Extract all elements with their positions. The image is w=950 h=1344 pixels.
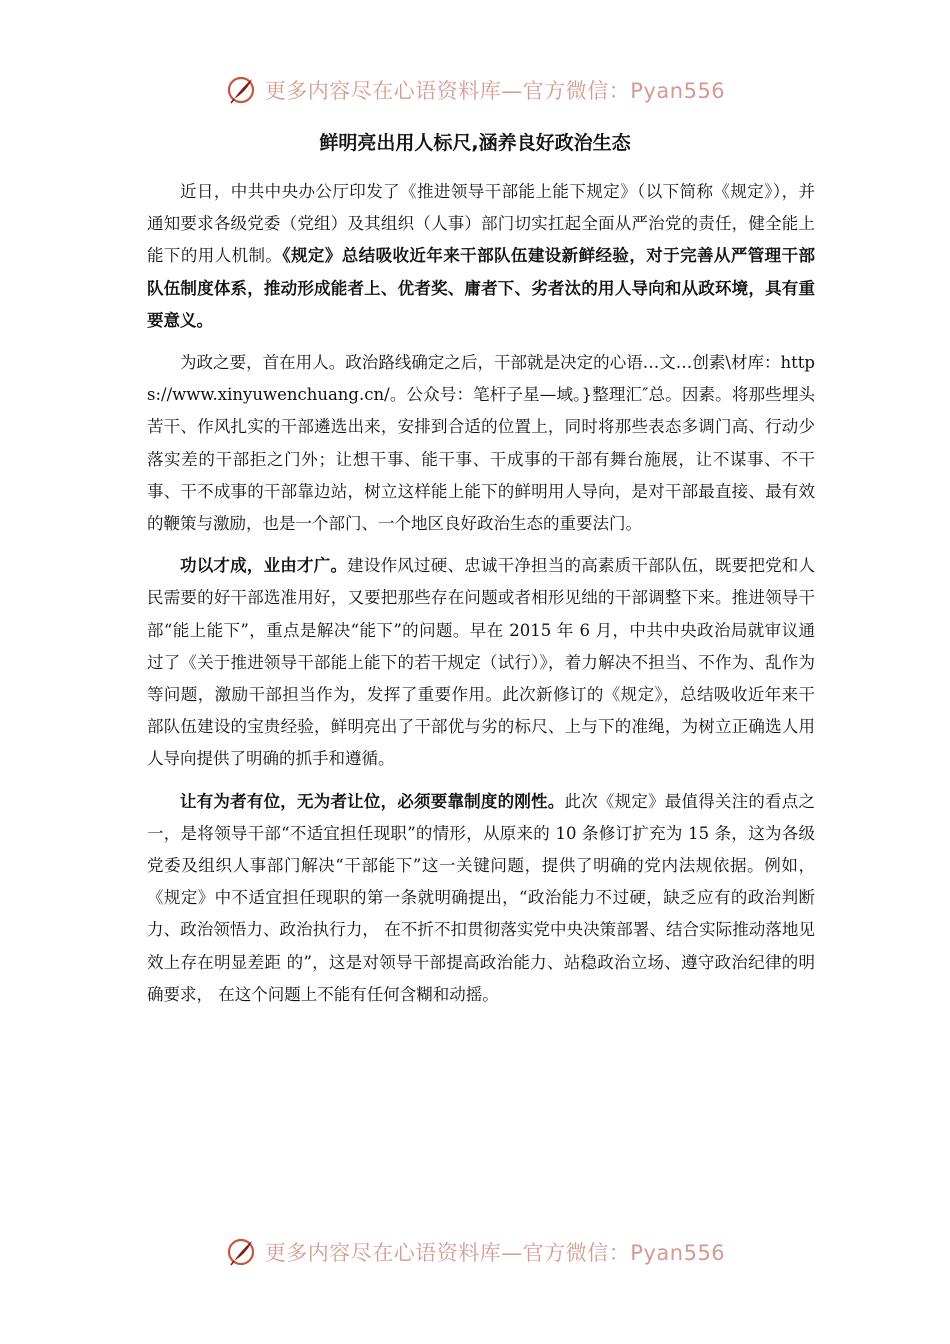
paragraph-4-lead: 让有为者有位，无为者让位，必须要靠制度的刚性。	[180, 791, 565, 811]
quill-pen-logo-icon	[225, 1236, 257, 1268]
paragraph-3-text: 建设作风过硬、忠诚干净担当的高素质干部队伍，既要把党和人民需要的好干部选准用好，又要把那些存在问题或者相形见绌的干部调整下来。推进领导干部“能上能下”，重点是解决“能下”的问题。早在 2015 年 6 月，中共中央政治局就审议通过了《关于推进领导干部能上能下的若干规定（试行）》，着力解决不担当、不作为、乱作为等问题，激励干部担当作为，发挥了重要作用。此次新修订的《规定》，总结吸收近年来干部队伍建设的宝贵经验，鲜明亮出了干部优与劣的标尺、上与下的准绳，为树立正确选人用人导向提供了明确的抓手和遵循。	[147, 556, 816, 769]
paragraph-1-bold-text: 《规定》总结吸收近年来干部队伍建设新鲜经验，对于完善从严管理干部队伍制度体系，推动形成能者上、优者奖、庸者下、劣者汰的用人导向和从政环境，具有重要意义。	[147, 246, 816, 330]
footer-banner	[0, 1236, 950, 1268]
banner-text: 更多内容尽在心语资料库—官方微信：Pyan556	[264, 79, 726, 103]
paragraph-1-text: 近日，中共中央办公厅印发了《推进领导干部能上能下规定》（以下简称《规定》），并通知要求各级党委（党组）及其组织（人事）部门切实扛起全面从严治党的责任，健全能上能下的用人机制。	[147, 182, 815, 266]
header-banner	[0, 74, 950, 106]
paragraph-1	[147, 176, 815, 337]
paragraph-3-lead: 功以才成，业由才广。	[180, 556, 348, 576]
paragraph-4-text: 此次《规定》最值得关注的看点之一，是将领导干部“不适宜担任现职”的情形，从原来的 10 条修订扩充为 15 条，这为各级党委及组织人事部门解决“干部能下”这一关键问题，提供了明确的党内法规依据。例如，《规定》中不适宜担任现职的第一条就明确提出，“政治能力不过硬，缺乏应有的政治判断力、政治领悟力、政治执行力， 在不折不扣贯彻落实党中央决策部署、结合实际推动落地见效上存在明显差距 的”，这是对领导干部提高政治能力、站稳政治立场、遵守政治纪律的明确要求， 在这个问题上不能有任何含糊和动摇。	[147, 791, 816, 1004]
paragraph-4	[147, 786, 815, 1011]
paragraph-3	[147, 550, 815, 775]
paragraph-2	[147, 347, 815, 540]
quill-pen-logo-icon	[225, 74, 257, 106]
article-body	[147, 176, 815, 1021]
banner-text: 更多内容尽在心语资料库—官方微信：Pyan556	[264, 1241, 726, 1265]
paragraph-2-text: 为政之要，首在用人。政治路线确定之后，干部就是决定的心语…文…创素\材库：https://www.xinyuwenchuang.cn/。公众号：笔杆子星—域。}整理汇″总。因素。将那些埋头苦干、作风扎实的干部遴选出来，安排到合适的位置上，同时将那些表态多调门高、行动少落实差的干部拒之门外；让想干事、能干事、干成事的干部有舞台施展，让不谋事、不干事、干不成事的干部靠边站，树立这样能上能下的鲜明用人导向，是对干部最直接、最有效的鞭策与激励，也是一个部门、一个地区良好政治生态的重要法门。	[147, 353, 815, 534]
article-title: 鲜明亮出用人标尺,涵养良好政治生态	[319, 132, 631, 154]
